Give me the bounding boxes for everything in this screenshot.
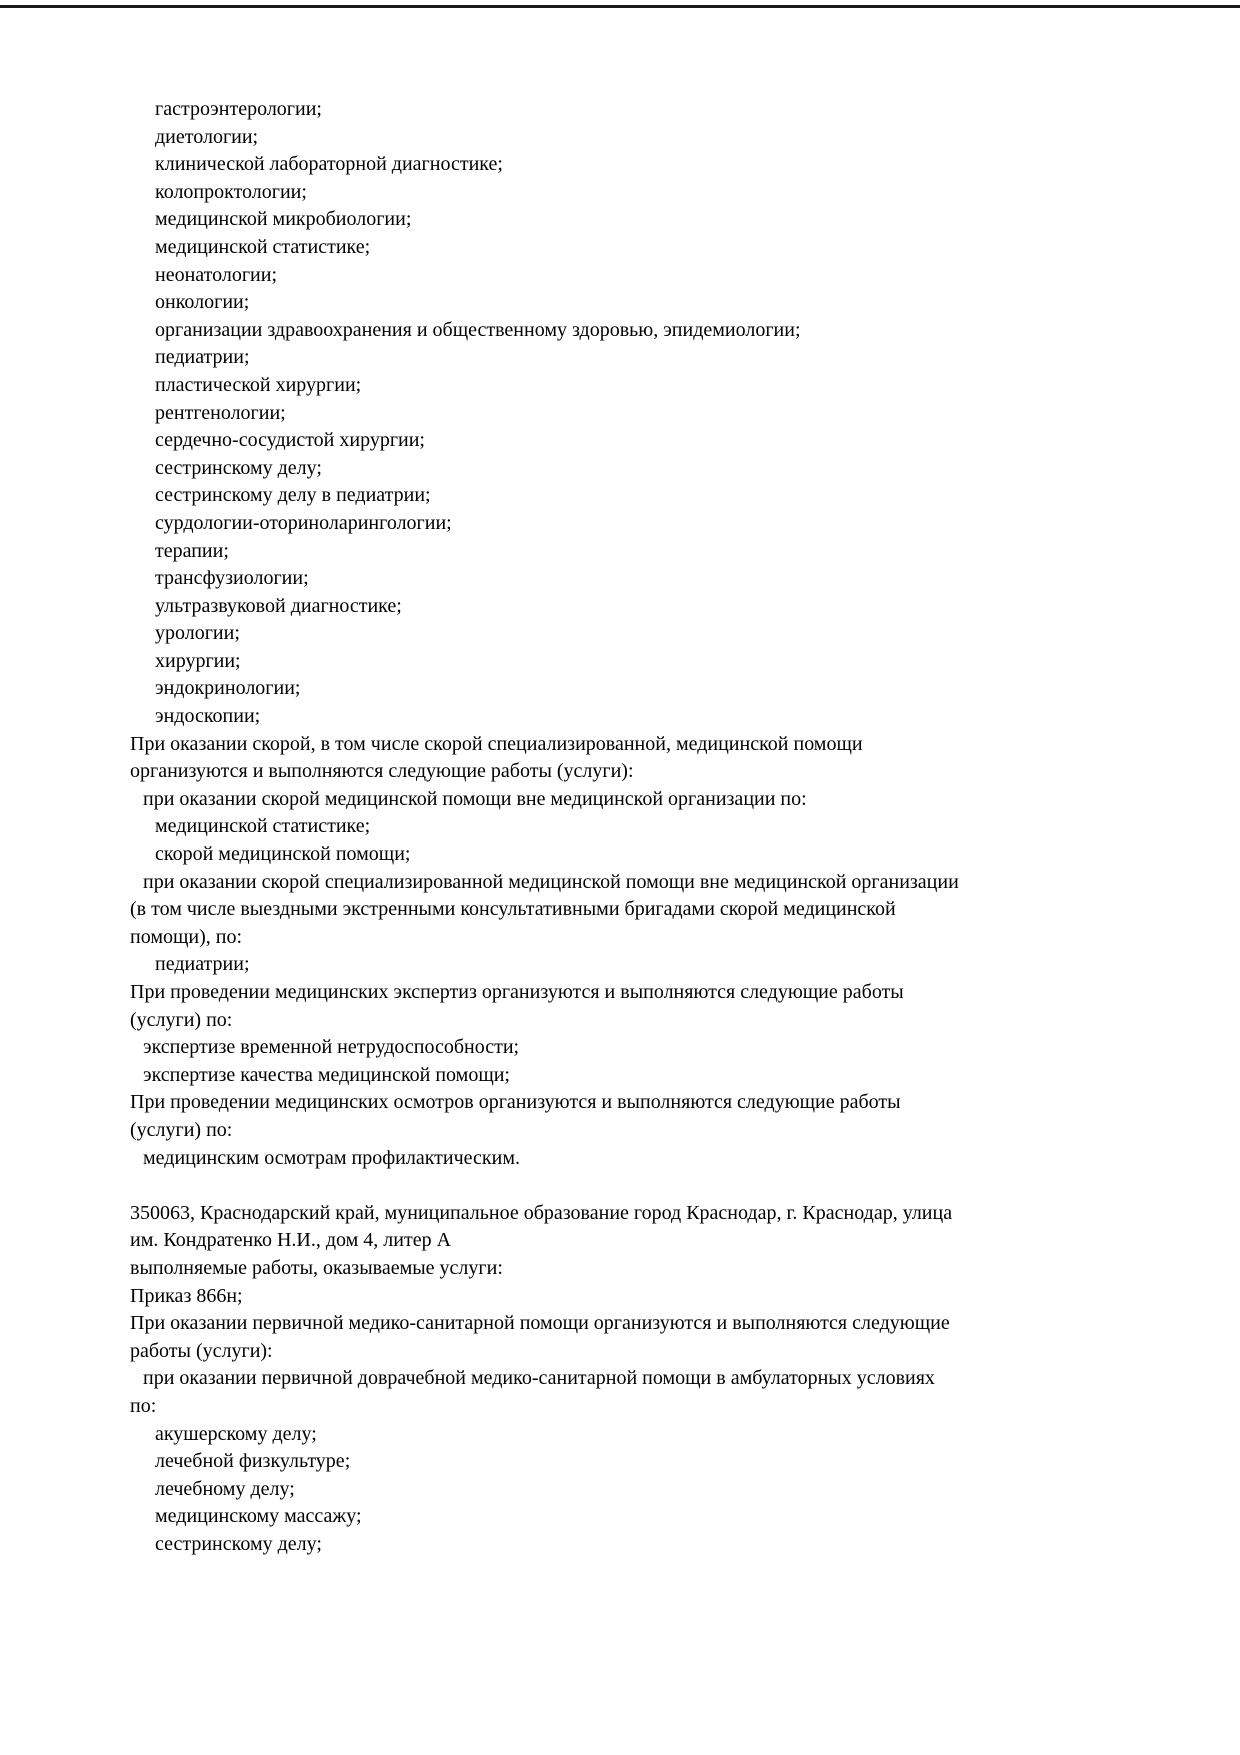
text-line: диетологии; [155, 125, 259, 148]
text-line: педиатрии; [155, 346, 250, 369]
text-line: медицинской статистике; [155, 235, 371, 258]
text-line: хирургии; [155, 649, 241, 672]
text-line: работы (услуги): [130, 1339, 273, 1362]
text-line: скорой медицинской помощи; [155, 843, 411, 866]
text-line: При оказании скорой, в том числе скорой специализированной, медицинской помощи [130, 732, 863, 755]
text-line: сурдологии-оториноларингологии; [155, 511, 452, 534]
text-line: организации здравоохранения и общественному здоровью, эпидемиологии; [155, 318, 801, 341]
text-line: сестринскому делу; [155, 456, 322, 479]
text-line: Приказ 866н; [130, 1284, 243, 1307]
text-line: эндокринологии; [155, 677, 301, 700]
text-line: ультразвуковой диагностике; [155, 594, 402, 617]
text-line: (в том числе выездными экстренными консультативными бригадами скорой медицинской [130, 898, 896, 921]
text-line: помощи), по: [130, 925, 243, 948]
text-line: терапии; [155, 539, 229, 562]
text-line: акушерскому делу; [155, 1422, 317, 1445]
text-line: (услуги) по: [130, 1008, 233, 1031]
text-line: медицинской микробиологии; [155, 208, 412, 231]
text-line: При проведении медицинских экспертиз организуются и выполняются следующие работы [130, 981, 904, 1003]
text-line: При проведении медицинских осмотров организуются и выполняются следующие работы [130, 1091, 901, 1114]
text-line: пластической хирургии; [155, 373, 362, 396]
text-line: им. Кондратенко Н.И., дом 4, литер А [130, 1229, 452, 1252]
text-line: экспертизе временной нетрудоспособности; [143, 1036, 520, 1059]
text-line: колопроктологии; [155, 180, 307, 203]
text-line: урологии; [155, 622, 240, 645]
text-line: при оказании первичной доврачебной медико-санитарной помощи в амбулаторных условиях [143, 1367, 935, 1390]
text-line: лечебному делу; [155, 1477, 295, 1500]
text-line: сердечно-сосудистой хирургии; [155, 429, 425, 452]
text-line: лечебной физкультуре; [155, 1450, 351, 1473]
text-line: медицинскому массажу; [155, 1505, 362, 1528]
text-line: сестринскому делу в педиатрии; [155, 484, 431, 507]
text-line: При оказании первичной медико-санитарной помощи организуются и выполняются следующие [130, 1312, 950, 1335]
text-line: (услуги) по: [130, 1118, 233, 1141]
text-line: медицинской статистике; [155, 815, 371, 838]
text-line: экспертизе качества медицинской помощи; [143, 1063, 510, 1086]
text-line: выполняемые работы, оказываемые услуги: [130, 1256, 503, 1279]
document-page [130, 96, 1180, 1558]
text-line: рентгенологии; [155, 401, 286, 424]
text-line: эндоскопии; [155, 705, 261, 728]
text-line: при оказании скорой специализированной медицинской помощи вне медицинской организации [143, 870, 959, 893]
text-line: организуются и выполняются следующие работы (услуги): [130, 760, 634, 783]
text-line: 350063, Краснодарский край, муниципальное образование город Краснодар, г. Краснодар, улица [130, 1201, 953, 1224]
text-line: клинической лабораторной диагностике; [155, 153, 503, 176]
text-line: онкологии; [155, 291, 250, 314]
text-line: сестринскому делу; [155, 1532, 322, 1555]
text-line: трансфузиологии; [155, 567, 309, 590]
license-text-block [130, 96, 1180, 1558]
blank-line [130, 1172, 1180, 1200]
text-line: медицинским осмотрам профилактическим. [143, 1146, 521, 1169]
page-top-border [0, 5, 1240, 8]
text-line: педиатрии; [155, 953, 250, 976]
text-line: гастроэнтерологии; [155, 98, 322, 120]
text-line: при оказании скорой медицинской помощи вне медицинской организации по: [143, 787, 807, 810]
text-line: по: [130, 1394, 157, 1417]
text-line: неонатологии; [155, 263, 278, 286]
